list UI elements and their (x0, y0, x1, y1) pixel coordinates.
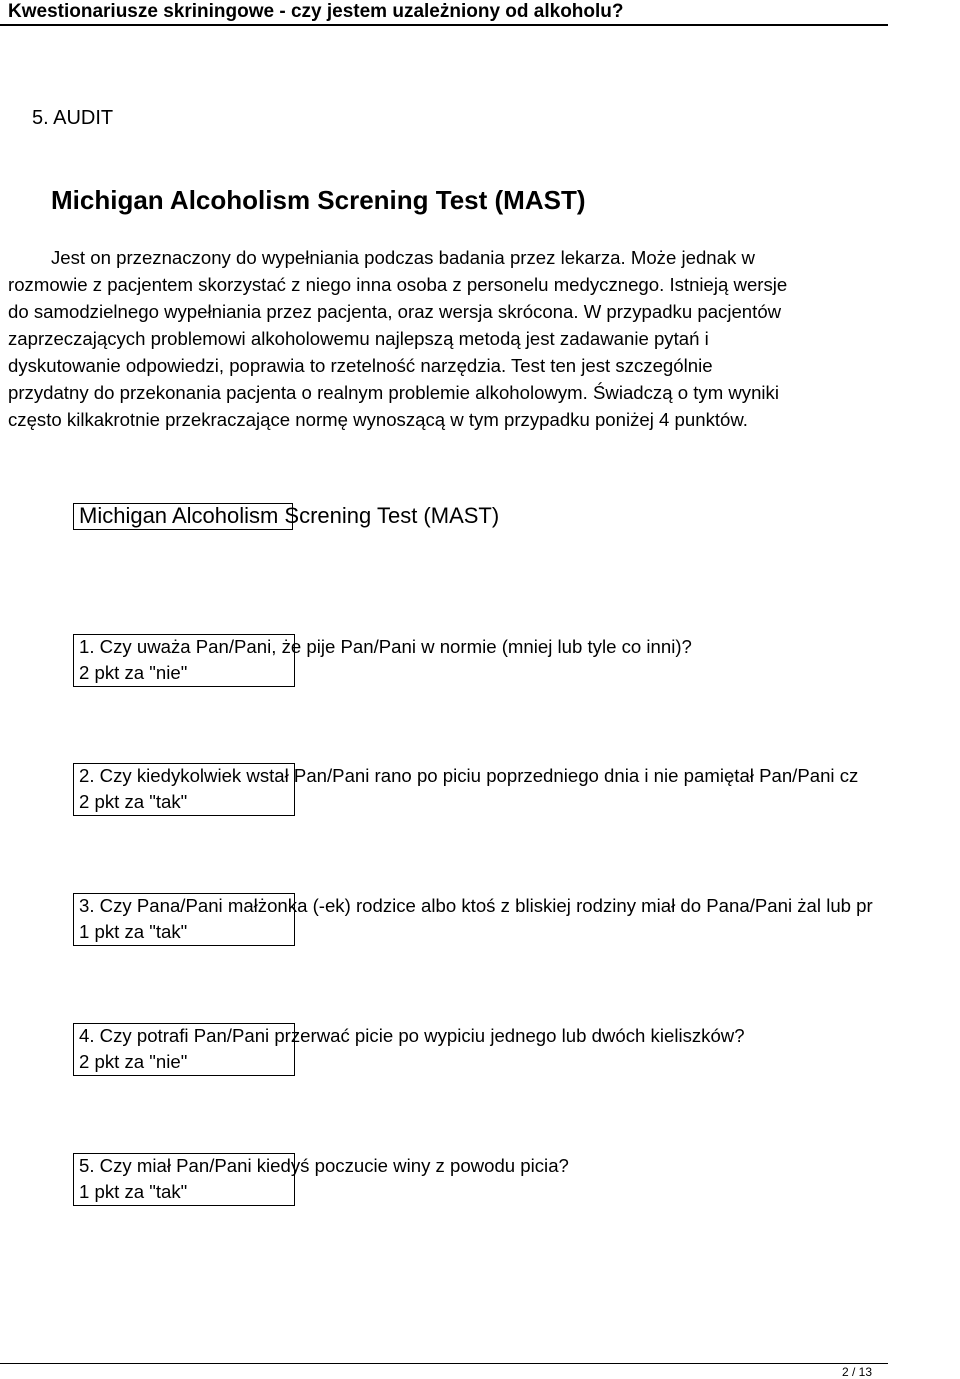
intro-line: Jest on przeznaczony do wypełniania podczas badania przez lekarza. Może jednak w (51, 247, 755, 268)
question-points: 1 pkt za "tak" (79, 1181, 188, 1202)
intro-paragraph (8, 244, 888, 433)
question-item (79, 893, 960, 945)
intro-line: dyskutowanie odpowiedzi, poprawia to rzetelność narzędzia. Test ten jest szczególnie (8, 355, 713, 376)
question-text: 1. Czy uważa Pan/Pani, że pije Pan/Pani w normie (mniej lub tyle co inni)? (79, 636, 692, 657)
question-item (79, 634, 960, 686)
intro-line: często kilkakrotnie przekraczające normę wynoszącą w tym przypadku poniżej 4 punktów. (8, 409, 748, 430)
intro-line: zaprzeczających problemowi alkoholowemu najlepszą metodą jest zadawanie pytań i (8, 328, 709, 349)
page-heading: Michigan Alcoholism Screning Test (MAST) (51, 185, 586, 215)
document-header-title: Kwestionariusze skriningowe - czy jestem uzależniony od alkoholu? (8, 1, 624, 22)
intro-line: przydatny do przekonania pacjenta o realnym problemie alkoholowym. Świadczą o tym wyniki (8, 382, 779, 403)
intro-line: rozmowie z pacjentem skorzystać z niego inna osoba z personelu medycznego. Istnieją wersje (8, 274, 788, 295)
question-points: 2 pkt za "nie" (79, 1051, 188, 1072)
header-divider (0, 24, 888, 26)
question-points: 2 pkt za "nie" (79, 662, 188, 683)
footer-divider (0, 1363, 888, 1364)
question-text: 2. Czy kiedykolwiek wstał Pan/Pani rano po piciu poprzedniego dnia i nie pamiętał Pan/Pani cz (79, 765, 859, 786)
question-item (79, 763, 960, 815)
question-points: 2 pkt za "tak" (79, 791, 188, 812)
question-text: 5. Czy miał Pan/Pani kiedyś poczucie winy z powodu picia? (79, 1155, 569, 1176)
question-item (79, 1153, 960, 1205)
question-text: 3. Czy Pana/Pani małżonka (-ek) rodzice albo ktoś z bliskiej rodziny miał do Pana/Pani żal lub pr (79, 895, 873, 916)
section-label: 5. AUDIT (32, 107, 114, 129)
test-title: Michigan Alcoholism Screning Test (MAST) (79, 503, 500, 528)
question-points: 1 pkt za "tak" (79, 921, 188, 942)
question-text: 4. Czy potrafi Pan/Pani przerwać picie po wypiciu jednego lub dwóch kieliszków? (79, 1025, 745, 1046)
intro-line: do samodzielnego wypełniania przez pacjenta, oraz wersja skrócona. W przypadku pacjentów (8, 301, 782, 322)
page-number: 2 / 13 (842, 1365, 873, 1379)
question-item (79, 1023, 960, 1075)
